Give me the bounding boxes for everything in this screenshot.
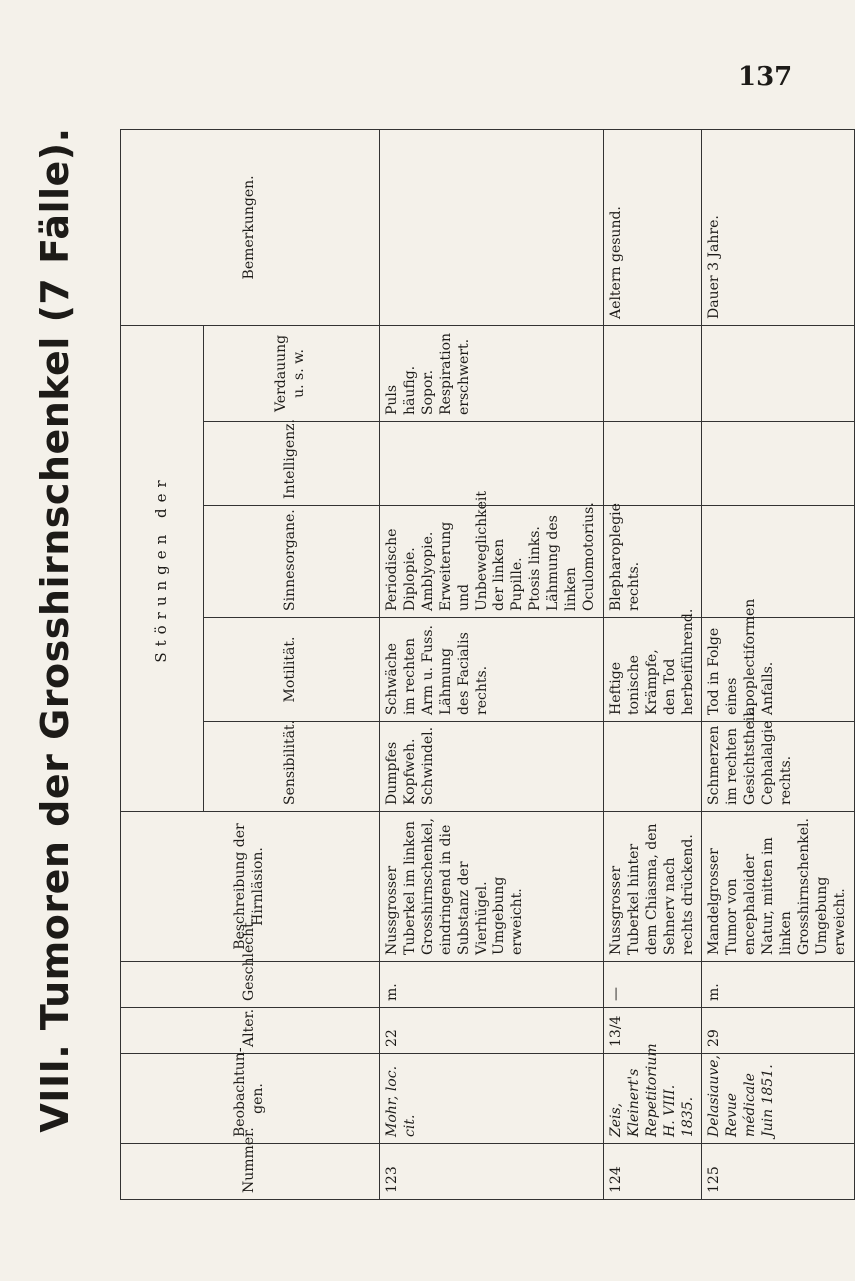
cell-intelligenz [702,422,854,506]
table-row [603,129,702,1199]
cell-sinnesorgane [702,506,854,618]
cell-geschlecht: m. [702,962,854,1008]
cell-sinnesorgane: Blepharoplegie rechts. [603,506,702,618]
cell-bemerkungen [380,129,604,325]
cell-geschlecht: m. [380,962,604,1008]
cell-beobachtung-text: Delasiauve, Revue médicale Juin 1851. [706,1054,777,1137]
header-alter: Alter. [121,1008,380,1054]
cell-alter: 13/4 [603,1008,702,1054]
cell-nummer: 123 [380,1144,604,1200]
table-row [702,129,854,1199]
cell-intelligenz [603,422,702,506]
cell-bemerkungen: Dauer 3 Jahre. [702,129,854,325]
header-bemerkungen: Bemerkungen. [121,129,380,325]
cell-beschreibung: Nussgrosser Tuberkel hinter dem Chiasma, den Sehnerv nach rechts drückend. [603,812,702,962]
header-stoerungen-group: Störungen der [121,325,204,811]
header-sinnesorgane: Sinnesorgane. [203,506,379,618]
cell-beobachtung-text: Zeis, Kleinert's Repetitorium H. VIII. 1835. [607,1043,696,1137]
tumor-table [120,129,855,1200]
cell-verdauung [702,325,854,421]
header-intelligenz: Intelligenz. [203,422,379,506]
header-nummer: Nummer. [121,1144,380,1200]
cell-nummer: 125 [702,1144,854,1200]
header-motilitaet: Motilität. [203,618,379,722]
page-title: VIII. Tumoren der Grosshirnschenkel (7 Fälle). [33,127,77,1133]
cell-motilitaet: Heftige tonische Krämpfe, den Tod herbeiführend. [603,618,702,722]
header-verdauung: Verdauung u. s. w. [203,325,379,421]
cell-intelligenz [380,422,604,506]
cell-sinnesorgane: Periodische Diplopie. Amblyopie. Erweiterung und Unbeweglichkeit der linken Pupille. Ptosis links. Lähmung des linken Oculomotorius. [380,506,604,618]
cell-sensibilitaet: Schmerzen im rechten Gesichtstheil. Cephalalgie rechts. [702,722,854,812]
cell-motilitaet: Tod in Folge eines apoplectiformen Anfalls. [702,618,854,722]
header-sensibilitaet: Sensibilität. [203,722,379,812]
cell-beschreibung: Mandelgrosser Tumor von encephaloider Natur, mitten im linken Grosshirnschenkel. Umgebung erweicht. [702,812,854,962]
header-beobachtungen: Beobachtun-gen. [121,1054,380,1144]
cell-alter: 22 [380,1008,604,1054]
cell-bemerkungen: Aeltern gesund. [603,129,702,325]
cell-beobachtung [702,1054,854,1144]
cell-beobachtung-text: Mohr, loc. cit. [384,1065,418,1137]
cell-beobachtung [603,1043,702,1144]
cell-beschreibung: Nussgrosser Tuberkel im linken Grosshirnschenkel, eindringend in die Substanz der Vierhügel. Umgebung erweicht. [380,812,604,962]
header-geschlecht: Geschlecht. [121,962,380,1008]
cell-sensibilitaet [603,722,702,812]
cell-verdauung [603,325,702,421]
cell-verdauung: Puls häufig. Sopor. Respiration erschwert. [380,325,604,421]
table-row [380,129,604,1199]
cell-sensibilitaet: Dumpfes Kopfweh. Schwindel. [380,722,604,812]
page-number: 137 [738,62,793,92]
cell-nummer: 124 [603,1144,702,1200]
cell-motilitaet: Schwäche im rechten Arm u. Fuss. Lähmung des Facialis rechts. [380,618,604,722]
cell-beobachtung [380,1054,604,1144]
cell-geschlecht: — [603,962,702,1008]
cell-alter: 29 [702,1008,854,1054]
header-beschreibung: Beschreibung der Hirnläsion. [121,812,380,962]
